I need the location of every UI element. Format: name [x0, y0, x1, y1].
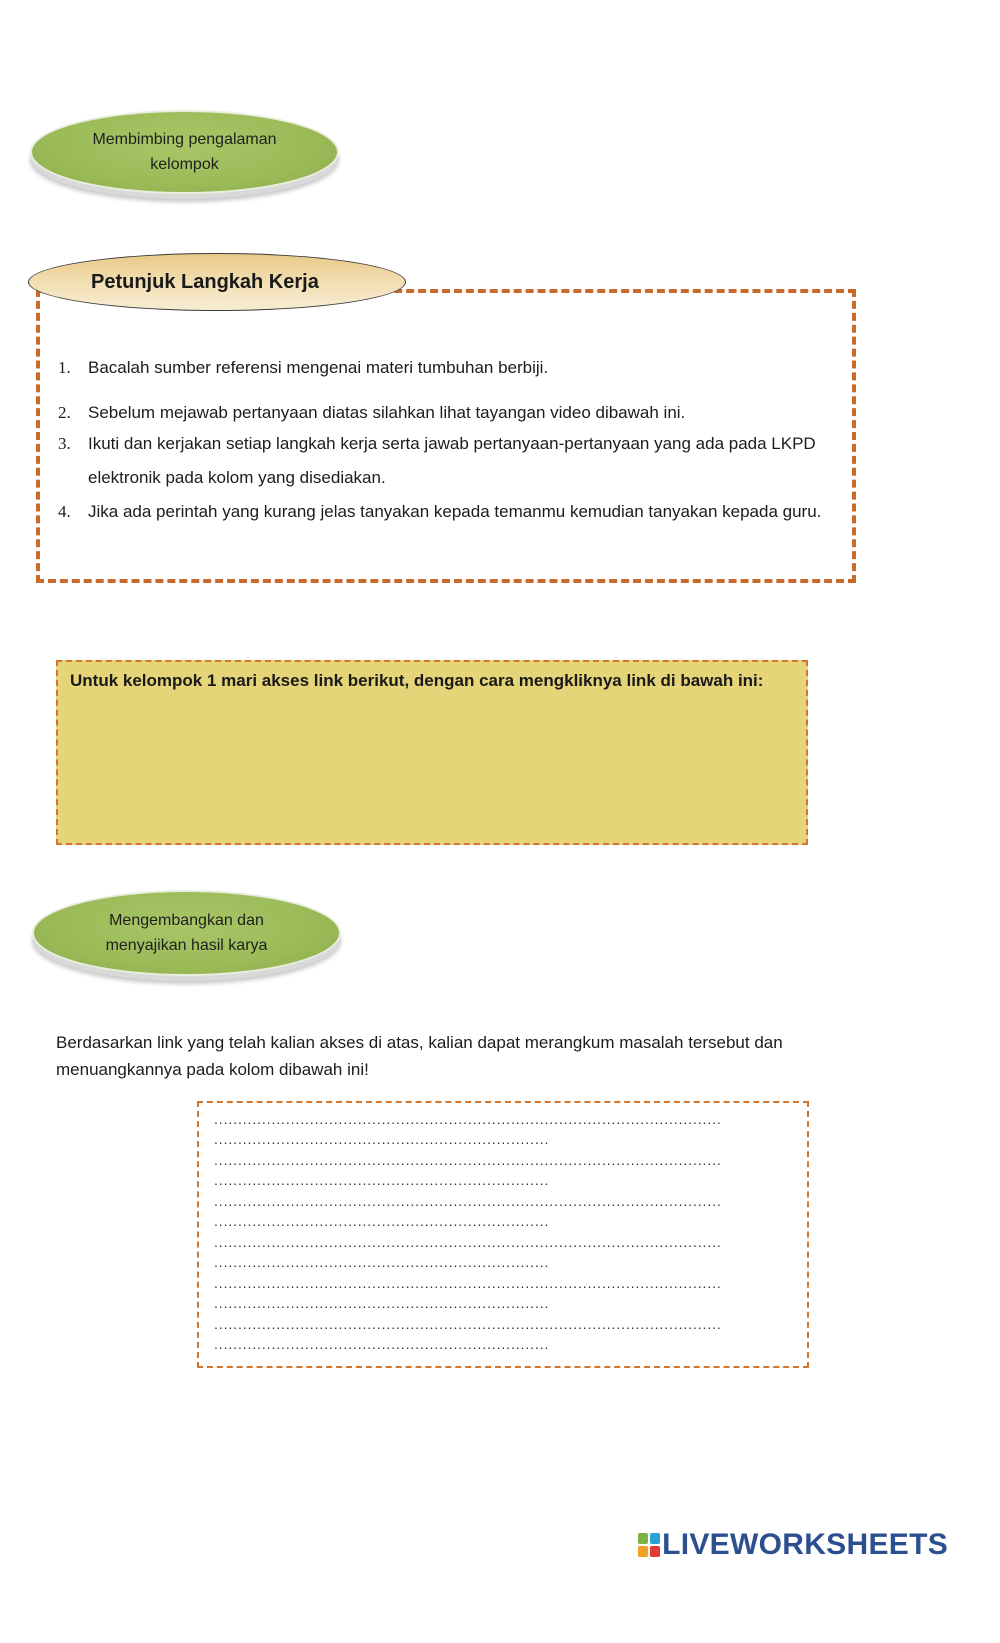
item-text: Bacalah sumber referensi mengenai materi tumbuhan berbiji. — [88, 358, 549, 377]
instructions-title-oval — [28, 253, 406, 311]
item-text: Ikuti dan kerjakan setiap langkah kerja serta jawab pertanyaan-pertanyaan yang ada pada LKPD — [88, 434, 816, 453]
answer-line[interactable]: ...................................................................... — [214, 1132, 550, 1146]
section-oval-mengembangkan — [32, 890, 341, 976]
summary-paragraph — [56, 1029, 916, 1083]
liveworksheets-logo[interactable] — [638, 1528, 948, 1562]
answer-line[interactable]: ...................................................................... — [214, 1337, 550, 1351]
answer-line[interactable]: .......................................................................................................... — [214, 1276, 722, 1290]
item-text-cont: elektronik pada kolom yang disediakan. — [88, 468, 386, 487]
answer-line[interactable]: .......................................................................................................... — [214, 1194, 722, 1208]
liveworksheets-mark-icon — [638, 1533, 660, 1557]
oval-line-2: menyajikan hasil karya — [105, 937, 268, 954]
section-oval-membimbing — [30, 110, 339, 194]
answer-line[interactable]: .......................................................................................................... — [214, 1317, 722, 1331]
item-text: Jika ada perintah yang kurang jelas tanyakan kepada temanmu kemudian tanyakan kepada guru. — [88, 502, 822, 521]
item-number: 2. — [58, 403, 71, 422]
answer-line[interactable]: ...................................................................... — [214, 1173, 550, 1187]
instructions-title: Petunjuk Langkah Kerja — [91, 270, 319, 293]
answer-line[interactable]: ...................................................................... — [214, 1214, 550, 1228]
link-box-text: Untuk kelompok 1 mari akses link berikut, dengan cara mengkliknya link di bawah ini: — [70, 671, 764, 690]
answer-line[interactable]: .......................................................................................................... — [214, 1153, 722, 1167]
answer-line[interactable]: ...................................................................... — [214, 1255, 550, 1269]
instruction-item-2 — [58, 400, 858, 426]
answer-line[interactable]: .......................................................................................................... — [214, 1112, 722, 1126]
item-number: 3. — [58, 434, 71, 453]
link-box — [56, 660, 808, 845]
oval-line-1: Mengembangkan dan — [109, 912, 264, 929]
logo-text: LIVEWORKSHEETS — [662, 1528, 948, 1561]
instruction-item-1 — [58, 355, 858, 381]
instruction-item-3 — [58, 427, 858, 495]
instructions-list — [58, 355, 858, 529]
summary-line-2: menuangkannya pada kolom dibawah ini! — [56, 1060, 369, 1079]
answer-line[interactable]: .......................................................................................................... — [214, 1235, 722, 1249]
item-number: 1. — [58, 358, 71, 377]
oval-line-1: Membimbing pengalaman — [92, 131, 277, 148]
answer-line[interactable]: ...................................................................... — [214, 1296, 550, 1310]
summary-line-1: Berdasarkan link yang telah kalian akses di atas, kalian dapat merangkum masalah tersebut dan — [56, 1033, 783, 1052]
item-text: Sebelum mejawab pertanyaan diatas silahkan lihat tayangan video dibawah ini. — [88, 403, 686, 422]
item-number: 4. — [58, 502, 71, 521]
instruction-item-4 — [58, 495, 858, 529]
oval-line-2: kelompok — [150, 156, 219, 173]
